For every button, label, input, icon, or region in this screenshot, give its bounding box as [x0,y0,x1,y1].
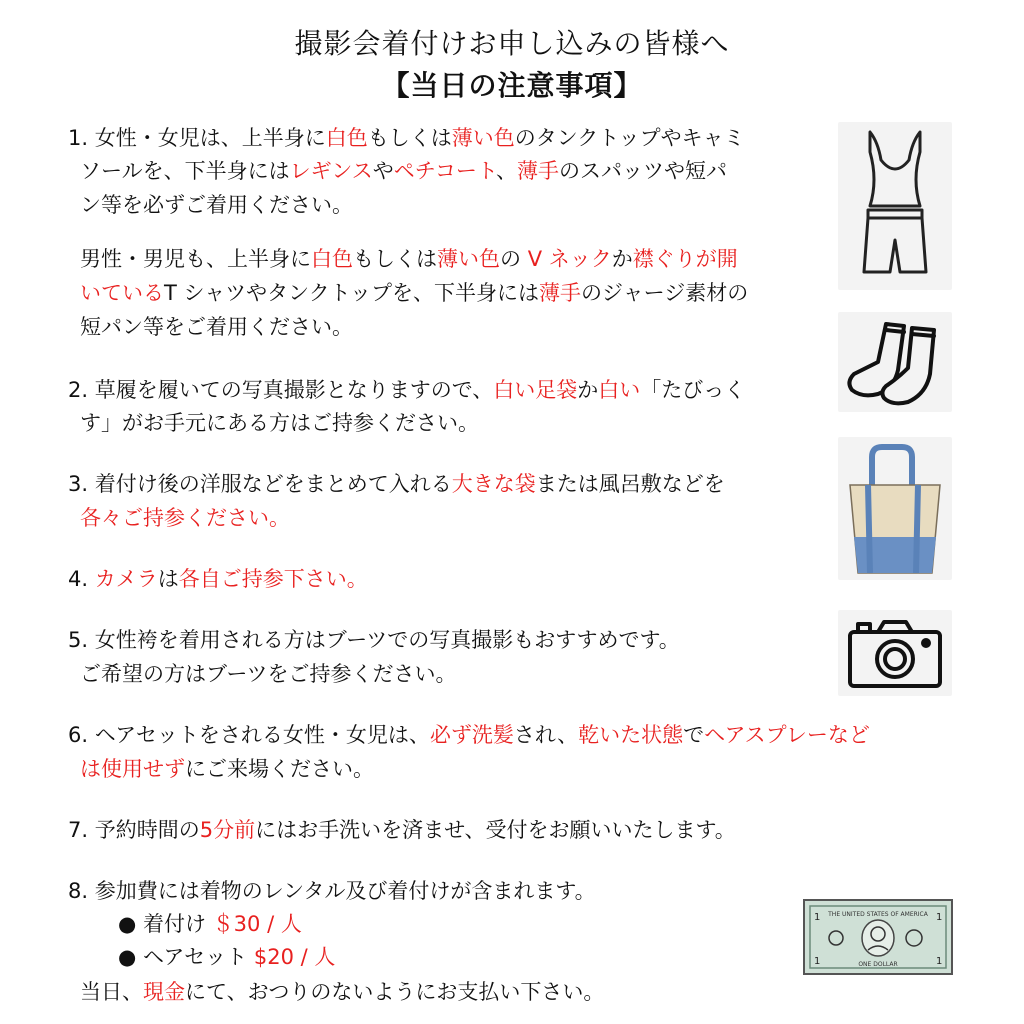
body-text: にて、おつりのないようにお支払い下さい。 [185,980,605,1004]
body-text: のジャージ素材の [581,281,749,305]
highlight-text: 各々ご持参ください。 [80,506,290,530]
camera-icon [838,610,952,696]
body-text: ン等を必ずご着用ください。 [80,193,353,217]
body-text: す」がお手元にある方はご持参ください。 [80,411,479,435]
body-text: ソールを、下半身には [80,159,290,183]
body-text: 6. ヘアセットをされる女性・女児は、 [68,723,430,747]
item-5-line-2 [80,664,457,685]
body-text: T シャツやタンクトップを、下半身には [164,281,540,305]
item-1-line-3 [80,195,353,216]
body-text: は [157,567,179,591]
item-8-bullet-hairset [118,947,335,968]
highlight-text: $20 / 人 [253,945,336,969]
highlight-text: ＄30 / 人 [212,912,302,936]
body-text: 男性・男児も、上半身に [80,247,311,271]
body-text: にはお手洗いを済ませ、受付をお願いいたします。 [255,818,736,842]
body-text: 7. 予約時間の [68,818,200,842]
highlight-text: 各自ご持参下さい。 [178,567,368,591]
item-1b-line-2 [80,283,748,304]
body-text: ● 着付け [118,912,213,936]
highlight-text: ペチコート [393,159,497,183]
body-text: か [611,247,633,271]
highlight-text: ヘアスプレーなど [704,723,870,747]
body-text: 3. 着付け後の洋服などをまとめて入れる [68,472,452,496]
item-5-line-1 [68,630,680,651]
body-text: 当日、 [80,980,143,1004]
tote-bag-icon [838,437,952,580]
highlight-text: 白い足袋 [493,378,578,402]
highlight-text: 薄手 [539,281,582,305]
highlight-text: は使用せず [80,757,185,781]
bill-top-text: THE UNITED STATES OF AMERICA [828,911,928,918]
body-text: のタンクトップやキャミ [514,126,745,150]
body-text: 4. [68,567,95,591]
highlight-text: V ネック [527,247,612,271]
body-text: で [683,723,705,747]
item-3-line-1 [68,474,725,495]
body-text: のスパッツや短パ [559,159,728,183]
highlight-text: 薄い色 [451,126,515,150]
item-8-bullet-kitsuke [118,914,302,935]
body-text: もしくは [353,247,437,271]
body-text: の [500,247,528,271]
dollar-bill-icon [800,894,956,980]
bill-mark-topleft: 1 [814,912,821,923]
highlight-text: レギンス [289,159,373,183]
body-text: にご来場ください。 [185,757,374,781]
page-subtitle: 【当日の注意事項】 [381,69,643,102]
item-1-line-2 [80,161,727,182]
body-text: 8. 参加費には着物のレンタル及び着付けが含まれます。 [68,879,596,903]
highlight-text: 現金 [143,980,185,1004]
item-2-line-2 [80,413,479,434]
highlight-text: 乾いた状態 [578,723,684,747]
body-text: ご希望の方はブーツをご持参ください。 [80,662,457,686]
item-1b-line-1 [80,249,738,270]
highlight-text: 薄い色 [437,247,500,271]
socks-icon [838,312,952,412]
body-text: か [577,378,599,402]
highlight-text: 白い [598,378,641,402]
body-text: 2. 草履を履いての写真撮影となりますので、 [68,378,494,402]
highlight-text: 必ず洗髪 [429,723,514,747]
item-4-line-1 [68,569,368,590]
tank-top-shorts-icon [838,122,952,290]
highlight-text: いている [80,281,164,305]
item-1-line-1 [68,128,745,149]
body-text: や [372,159,394,183]
item-2-line-1 [68,380,745,401]
highlight-text: 襟ぐりが開 [632,247,738,271]
body-text: ● ヘアセット [118,945,254,969]
item-8-line-1 [68,881,596,902]
body-text: され、 [513,723,579,747]
item-7-line-1 [68,820,736,841]
highlight-text: カメラ [94,567,158,591]
highlight-text: 薄手 [517,159,560,183]
bill-bottom-text: ONE DOLLAR [858,961,898,968]
item-3-line-2 [80,508,290,529]
page-title: 撮影会着付けお申し込みの皆様へ [294,27,730,60]
bill-mark-topright: 1 [936,912,943,923]
body-text: 「たびっく [640,378,746,402]
highlight-text: 白色 [325,126,368,150]
bill-mark-bottomleft: 1 [814,956,821,967]
item-1b-line-3 [80,317,353,338]
highlight-text: 大きな袋 [451,472,536,496]
highlight-text: 5分前 [199,818,256,842]
item-6-line-2 [80,759,374,780]
highlight-text: 白色 [311,247,353,271]
bill-mark-bottomright: 1 [936,956,943,967]
body-text: 短パン等をご着用ください。 [80,315,353,339]
body-text: または風呂敷などを [535,472,725,496]
item-6-line-1 [68,725,870,746]
body-text: 、 [496,159,518,183]
body-text: もしくは [367,126,452,150]
body-text: 5. 女性袴を着用される方はブーツでの写真撮影もおすすめです。 [68,628,680,652]
body-text: 1. 女性・女児は、上半身に [68,126,326,150]
item-8-payment-note [80,982,604,1003]
